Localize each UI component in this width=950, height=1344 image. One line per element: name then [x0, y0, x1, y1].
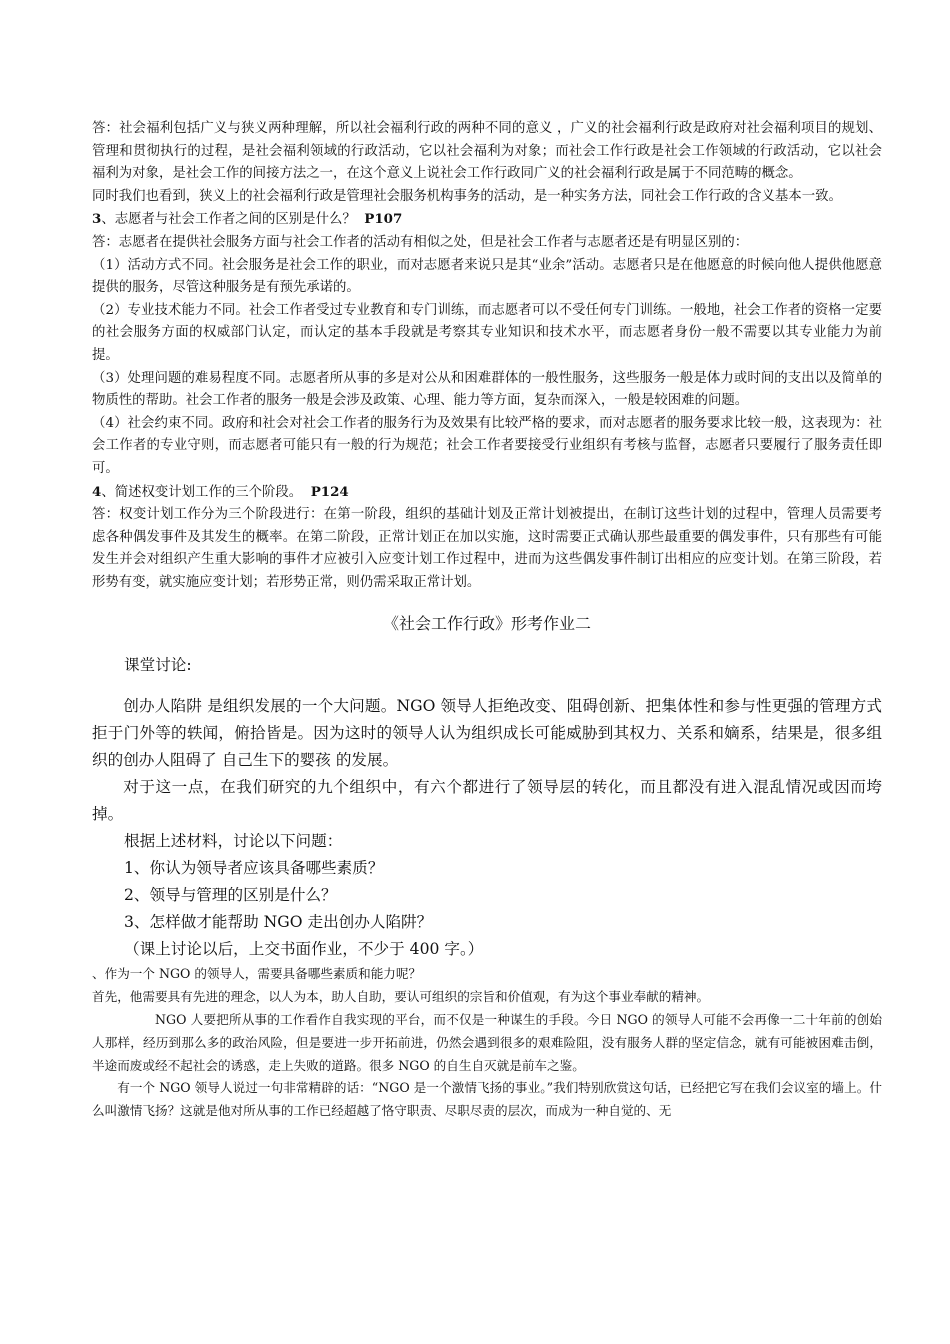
answer-section-heading: 、作为一个 NGO 的领导人，需要具备哪些素质和能力呢？ [92, 966, 422, 982]
answer-4: 答：权变计划工作分为三个阶段进行：在第一阶段，组织的基础计划及正常计划被提出，在制订这些计划的过程中，管理人员需要考虑各种偶发事件及其发生的概率。在第二阶段，正常计划正在加以实施，这时需要正式确认那些最重要的偶发事件，只有那些有可能发生并会对组织产生重大影响的事件才应被引入应变计划工作过程中，进而为这些偶发事件制订出相应的应变计划。在第三阶段，若形势有变，就实施应变计划；若形势正常，则仍需采取正常计划。 [92, 507, 882, 590]
question-3-text: 、志愿者与社会工作者之间的区别是什么？ [101, 212, 356, 228]
question-4-text: 、简述权变计划工作的三个阶段。 [101, 484, 303, 500]
answer-3-point-2: （2）专业技术能力不同。社会工作者受过专业教育和专门训练，而志愿者可以不受任何专门训练。一般地，社会工作者的资格一定要的社会服务方面的权威部门认定，而认定的基本手段就是考察其专业知识和技术水平，而志愿者身份一般不需要以其专业能力为前提。 [92, 302, 882, 363]
answer-paragraph-1: 首先，他需要具有先进的理念，以人为本，助人自助，要认可组织的宗旨和价值观，有为这个事业奉献的精神。 [92, 989, 710, 1005]
answer-3-intro: 答：志愿者在提供社会服务方面与社会工作者的活动有相似之处，但是社会工作者与志愿者还是有明显区别的： [92, 234, 749, 250]
answer-3-point-1: （1）活动方式不同。社会服务是社会工作的职业，而对志愿者来说只是其“业余”活动。志愿者只是在他愿意的时候向他人提供他愿意提供的服务，尽管这种服务是有预先承诺的。 [92, 257, 882, 296]
question-3-number: 3 [92, 211, 102, 228]
question-4 [92, 481, 882, 505]
question-3 [92, 208, 882, 232]
answer-2-part-a: 答：社会福利包括广义与狭义两种理解，所以社会福利行政的两种不同的意义 ，广义的社会福利行政是政府对社会福利项目的规划、管理和贯彻执行的过程，是社会福利领域的行政活动，它以社会福利为对象；而社会工作行政是社会工作领域的行政活动，它以社会福利为对象，是社会工作的间接方法之一，在这个意义上说社会工作行政同广义的社会福利行政是属于不同范畴的概念。 [92, 121, 882, 182]
discussion-question-3: 3、怎样做才能帮助 NGO 走出创办人陷阱？ [124, 913, 433, 932]
question-4-number: 4 [92, 483, 102, 500]
question-3-page: P107 [364, 211, 403, 228]
assignment-title: 《社会工作行政》形考作业二 [382, 614, 591, 634]
material-paragraph-1: 创办人陷阱 是组织发展的一个大问题。NGO 领导人拒绝改变、阻碍创新、把集体性和参与性更强的管理方式拒于门外等的轶闻，俯拾皆是。因为这时的领导人认为组织成长可能威胁到其权力、关系和嫡系，结果是，很多组织的创办人阻碍了 自己生下的婴孩 的发展。 [92, 697, 882, 770]
discussion-question-2: 2、领导与管理的区别是什么？ [124, 886, 337, 905]
discussion-prompt: 根据上述材料，讨论以下问题： [124, 832, 343, 851]
question-4-page: P124 [310, 483, 349, 500]
answer-paragraph-2: NGO 人要把所从事的工作看作自我实现的平台，而不仅是一种谋生的手段。今日 NGO 的领导人可能不会再像一二十年前的创始人那样，经历到那么多的政治风险，但是要进一步开拓前进，仍然会遇到很多的艰难险阻，没有服务人群的坚定信念，就有可能被困难击倒，半途而废或经不起社会的诱惑，走上失败的道路。很多 NGO 的自生自灭就是前车之鉴。 [92, 1012, 882, 1073]
answer-3-point-3: （3）处理问题的难易程度不同。志愿者所从事的多是对公从和困难群体的一般性服务，这些服务一般是体力或时间的支出以及简单的物质性的帮助。社会工作者的服务一般是会涉及政策、心理、能力等方面，复杂而深入，一般是较困难的问题。 [92, 370, 882, 409]
document-page [92, 118, 882, 1123]
answer-2-part-b: 同时我们也看到，狭义上的社会福利行政是管理社会服务机构事务的活动，是一种实务方法，同社会工作行政的含义基本一致。 [92, 188, 842, 204]
assignment-note: （课上讨论以后，上交书面作业，不少于 400 字。） [124, 940, 484, 959]
answer-paragraph-3: 有一个 NGO 领导人说过一句非常精辟的话：“NGO 是一个激情飞扬的事业。”我们特别欣赏这句话，已经把它写在我们会议室的墙上。什么叫激情飞扬？这就是他对所从事的工作已经超越了恪守职责、尽职尽责的层次，而成为一种自觉的、无 [92, 1080, 882, 1119]
answer-3-point-4: （4）社会约束不同。政府和社会对社会工作者的服务行为及效果有比较严格的要求，而对志愿者的服务要求比较一般，这表现为：社会工作者的专业守则，而志愿者可能只有一般的行为规范；社会工作者要接受行业组织有考核与监督，志愿者只要履行了服务责任即可。 [92, 415, 882, 476]
discussion-question-1: 1、你认为领导者应该具备哪些素质？ [124, 859, 384, 878]
discussion-label: 课堂讨论: [124, 656, 192, 675]
material-paragraph-2: 对于这一点，在我们研究的九个组织中，有六个都进行了领导层的转化，而且都没有进入混乱情况或因而垮掉。 [92, 778, 882, 824]
